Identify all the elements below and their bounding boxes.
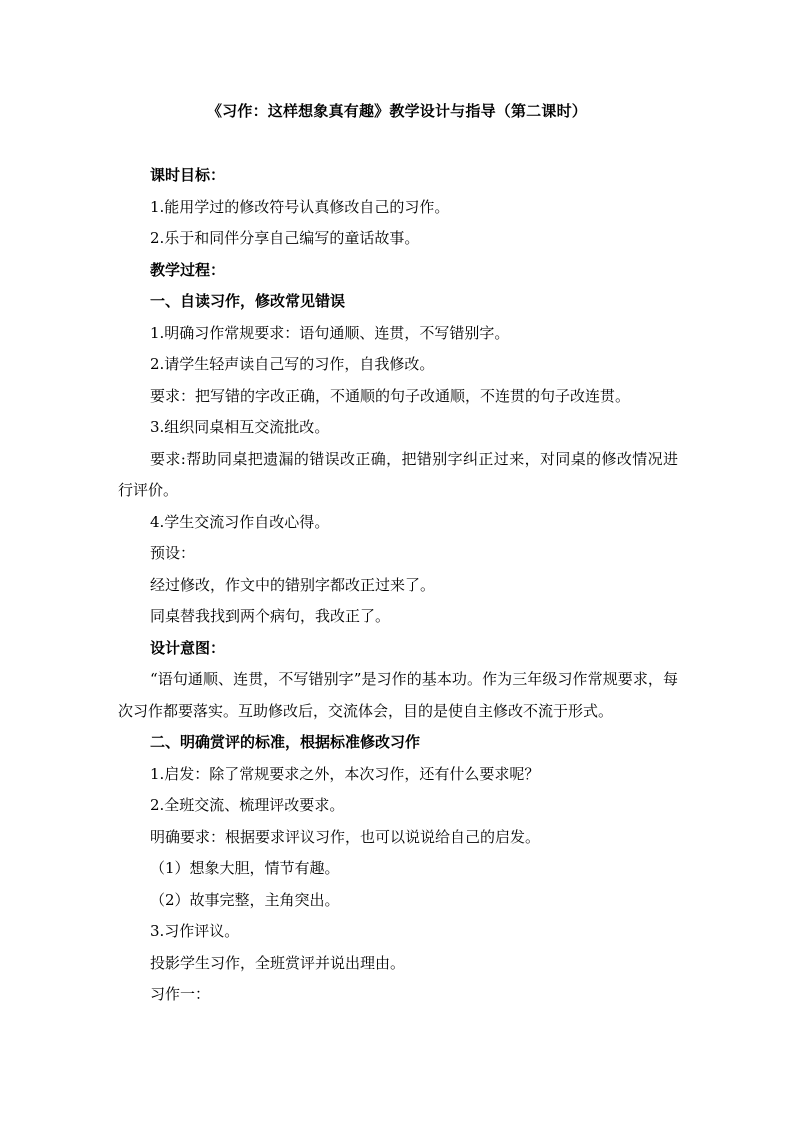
section-heading-2: 二、明确赏评的标准，根据标准修改习作 [150,733,421,751]
paragraph-criterion-1: （1）想象大胆，情节有趣。 [150,859,340,877]
paragraph-preset-1: 经过修改，作文中的错别字都改正过来了。 [150,575,436,594]
document-title: 《习作：这样想象真有趣》教学设计与指导（第二课时） [206,102,587,120]
paragraph-step-1: 1.明确习作常规要求：语句通顺、连贯，不写错别字。 [150,323,510,342]
paragraph-step-2: 2.请学生轻声读自己写的习作，自我修改。 [150,355,435,373]
paragraph-design-intent: “语句通顺、连贯，不写错别字”是习作的基本功。作为三年级习作常规要求，每次习作都要落实。互助修改后，交流体会，目的是使自主修改不流于形式。 [118,670,678,720]
paragraph-goal-2: 2.乐于和同伴分享自己编写的童话故事。 [150,229,420,247]
paragraph-preset-2: 同桌替我找到两个病句，我改正了。 [150,607,391,625]
paragraph-criterion-2: （2）故事完整，主角突出。 [150,890,340,909]
paragraph-requirement-1: 要求：把写错的字改正确，不通顺的句子改通顺，不连贯的句子改连贯。 [150,386,631,405]
paragraph-essay-one: 习作一： [150,985,211,1003]
paragraph-step-4: 4.学生交流习作自改心得。 [150,512,330,531]
heading-design-intent: 设计意图： [150,638,226,657]
paragraph-clear-requirements: 明确要求：根据要求评议习作，也可以说说给自己的启发。 [150,827,541,846]
paragraph-class-exchange: 2.全班交流、梳理评改要求。 [150,796,345,814]
heading-teaching-process: 教学过程： [150,260,226,279]
section-heading-1: 一、自读习作，修改常见错误 [150,292,346,310]
paragraph-preset-label: 预设： [150,544,196,562]
heading-lesson-goals: 课时目标： [150,166,226,184]
paragraph-inspire: 1.启发：除了常规要求之外，本次习作，还有什么要求呢？ [150,764,540,783]
paragraph-projection: 投影学生习作，全班赏评并说出理由。 [150,953,406,972]
document-body [118,160,678,1011]
paragraph-goal-1: 1.能用学过的修改符号认真修改自己的习作。 [150,197,450,216]
paragraph-step-review: 3.习作评议。 [150,922,240,940]
paragraph-step-3: 3.组织同桌相互交流批改。 [150,418,330,436]
paragraph-requirement-2: 要求:帮助同桌把遗漏的错误改正确，把错别字纠正过来，对同桌的修改情况进行评价。 [118,449,678,499]
